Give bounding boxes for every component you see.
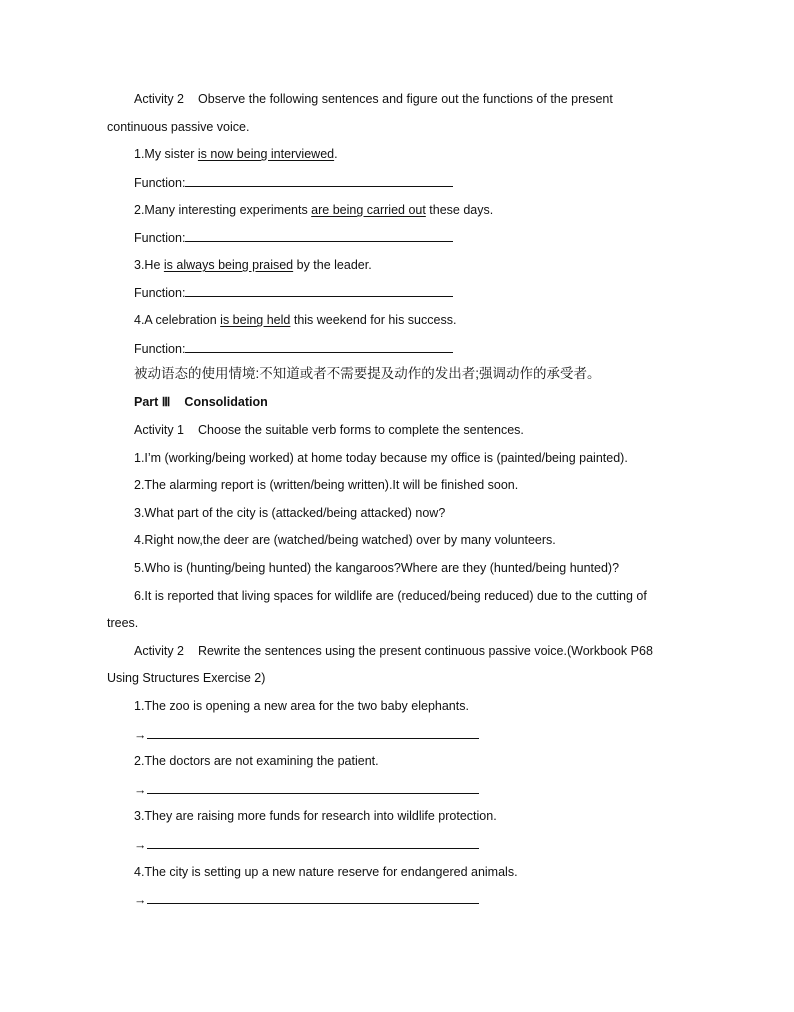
rewrite-answer-4 bbox=[134, 891, 479, 908]
part3-heading: Part Ⅲ Consolidation bbox=[134, 395, 268, 409]
underlined-verb-phrase: is always being praised bbox=[163, 258, 294, 272]
underlined-verb-phrase: is being held bbox=[220, 313, 291, 327]
rewrite-item-2: 2.The doctors are not examining the patient. bbox=[134, 754, 379, 768]
function-line-3: Function: bbox=[134, 284, 453, 301]
observe-sentence-2: 2.Many interesting experiments are being carried out these days. bbox=[134, 203, 494, 217]
activity2-heading-continued: continuous passive voice. bbox=[107, 120, 250, 134]
choice-item-5: 5.Who is (hunting/being hunted) the kangaroos?Where are they (hunted/being hunted)? bbox=[134, 561, 620, 575]
choice-item-6-continued: trees. bbox=[107, 616, 139, 630]
answer-blank[interactable] bbox=[147, 781, 479, 794]
choice-item-4: 4.Right now,the deer are (watched/being watched) over by many volunteers. bbox=[134, 533, 556, 547]
observe-sentence-1: 1.My sister is now being interviewed. bbox=[134, 147, 338, 161]
consolidation-activity2-heading: Activity 2 Rewrite the sentences using the present continuous passive voice.(Workbook P68 bbox=[134, 644, 653, 658]
choice-item-1: 1.I’m (working/being worked) at home today because my office is (painted/being painted). bbox=[134, 451, 628, 465]
choice-item-3: 3.What part of the city is (attacked/being attacked) now? bbox=[134, 506, 446, 520]
rewrite-item-1: 1.The zoo is opening a new area for the two baby elephants. bbox=[134, 699, 469, 713]
rewrite-item-4: 4.The city is setting up a new nature reserve for endangered animals. bbox=[134, 865, 518, 879]
summary-chinese: 被动语态的使用情境:不知道或者不需要提及动作的发出者;强调动作的承受者。 bbox=[134, 366, 601, 381]
answer-blank[interactable] bbox=[147, 726, 479, 739]
arrow-icon: → bbox=[134, 893, 147, 907]
rewrite-answer-3 bbox=[134, 836, 479, 853]
underlined-verb-phrase: is now being interviewed bbox=[197, 147, 335, 161]
activity-instruction: Observe the following sentences and figure out the functions of the present bbox=[198, 92, 613, 106]
rewrite-answer-1 bbox=[134, 726, 479, 743]
activity-label: Activity 2 bbox=[134, 92, 185, 106]
consolidation-activity1-heading: Activity 1 Choose the suitable verb forms to complete the sentences. bbox=[134, 423, 524, 437]
choice-item-6: 6.It is reported that living spaces for wildlife are (reduced/being reduced) due to the cutting of bbox=[134, 589, 647, 603]
arrow-icon: → bbox=[134, 838, 147, 852]
answer-blank[interactable] bbox=[147, 836, 479, 849]
answer-blank[interactable] bbox=[185, 340, 453, 353]
activity2-heading bbox=[134, 91, 613, 107]
answer-blank[interactable] bbox=[185, 284, 453, 297]
arrow-icon: → bbox=[134, 728, 147, 742]
consolidation-activity2-heading-continued: Using Structures Exercise 2) bbox=[107, 671, 266, 685]
observe-sentence-4: 4.A celebration is being held this weekend for his success. bbox=[134, 313, 457, 327]
choice-item-2: 2.The alarming report is (written/being written).It will be finished soon. bbox=[134, 478, 519, 492]
arrow-icon: → bbox=[134, 783, 147, 797]
answer-blank[interactable] bbox=[185, 174, 453, 187]
underlined-verb-phrase: are being carried out bbox=[311, 203, 426, 217]
answer-blank[interactable] bbox=[185, 229, 453, 242]
rewrite-answer-2 bbox=[134, 781, 479, 798]
observe-sentence-3: 3.He is always being praised by the leader. bbox=[134, 258, 372, 272]
function-line-1: Function: bbox=[134, 174, 453, 191]
function-line-2: Function: bbox=[134, 229, 453, 246]
answer-blank[interactable] bbox=[147, 891, 479, 904]
rewrite-item-3: 3.They are raising more funds for research into wildlife protection. bbox=[134, 809, 497, 823]
function-line-4: Function: bbox=[134, 340, 453, 357]
